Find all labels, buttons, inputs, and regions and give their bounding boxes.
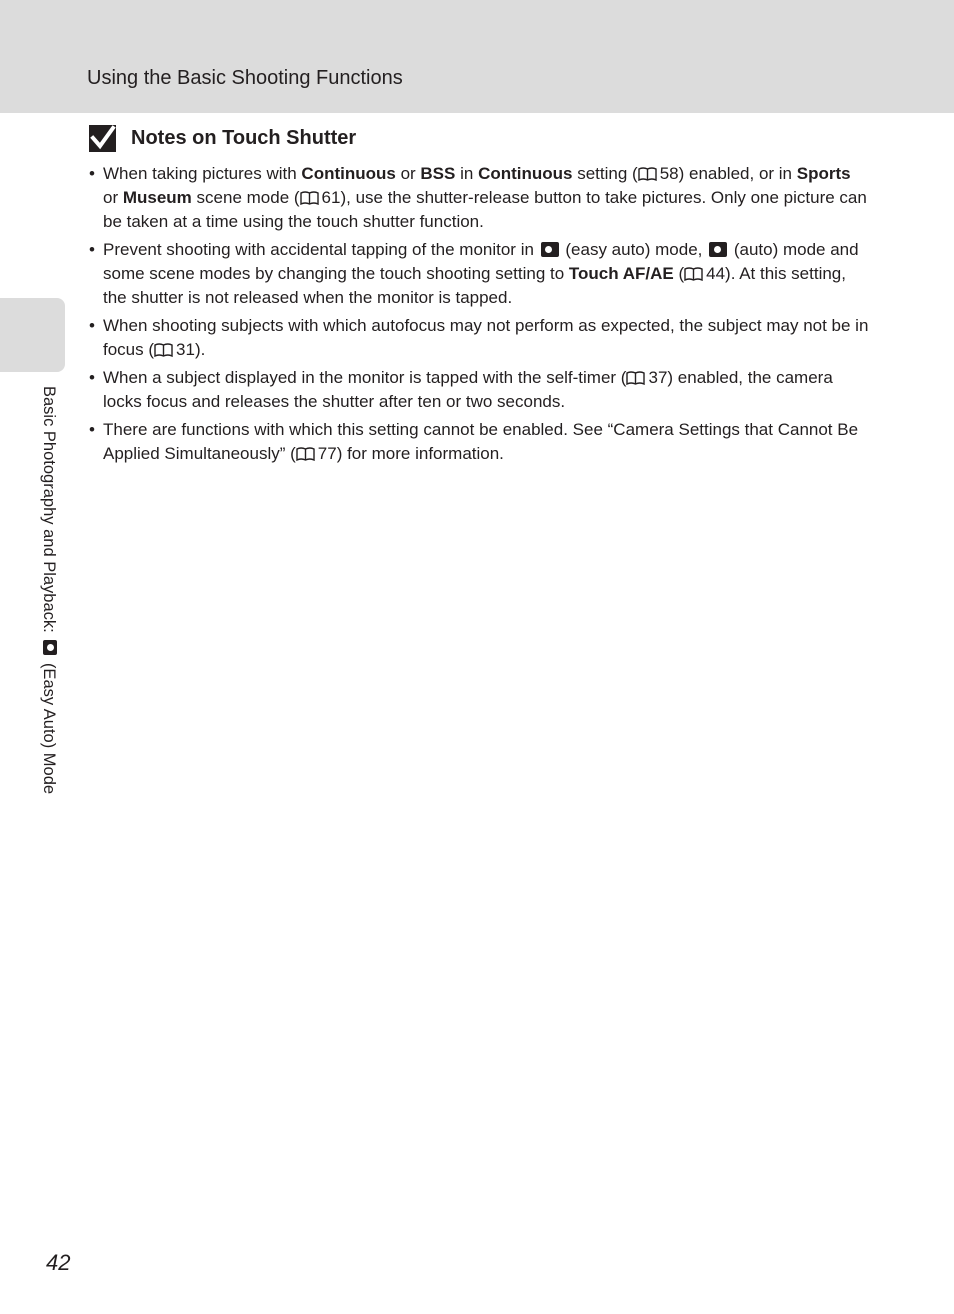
- easy-auto-mode-icon: [43, 640, 57, 655]
- text: When taking pictures with: [103, 164, 302, 183]
- page-reference[interactable]: 31: [176, 340, 195, 359]
- setting-name: Continuous: [478, 164, 573, 183]
- page-reference[interactable]: 58: [659, 164, 679, 183]
- section-header-title: Using the Basic Shooting Functions: [87, 67, 403, 89]
- page-reference[interactable]: 61: [321, 188, 341, 207]
- text: setting (: [572, 164, 638, 183]
- text: When shooting subjects with which autofocus may not perform as expected, the subject may not be in focus (: [103, 316, 869, 359]
- book-icon: [300, 191, 319, 205]
- page-reference[interactable]: 77: [317, 444, 337, 463]
- text: (easy auto) mode,: [560, 240, 708, 259]
- text: or: [103, 188, 123, 207]
- page-number: 42: [46, 1250, 71, 1275]
- setting-name: Touch AF/AE: [568, 264, 674, 283]
- page-reference[interactable]: 44: [706, 264, 726, 283]
- notes-list: [89, 162, 869, 470]
- camera-auto-mode-icon: [709, 242, 727, 257]
- text: ), use the shutter-release button to take pictures. Only one picture can be taken at a time using the touch shutter function.: [103, 188, 867, 231]
- list-item: [89, 366, 869, 414]
- scene-name: Sports: [796, 164, 851, 183]
- setting-name: Continuous: [301, 164, 396, 183]
- book-icon: [626, 371, 645, 385]
- text: ). At this setting, the shutter is not released when the monitor is tapped.: [103, 264, 846, 307]
- text: ).: [194, 340, 206, 359]
- text: in: [455, 164, 479, 183]
- text: scene mode (: [191, 188, 300, 207]
- book-icon: [154, 343, 173, 357]
- chapter-side-label: [38, 386, 60, 836]
- list-item: [89, 418, 869, 466]
- book-icon: [684, 267, 703, 281]
- scene-name: Museum: [122, 188, 192, 207]
- book-icon: [296, 447, 315, 461]
- text: (auto) mode and some scene modes by changing the touch shooting setting to: [103, 240, 859, 283]
- text: There are functions with which this setting cannot be enabled. See “Camera Settings that Cannot Be Applied Simultaneously” (: [103, 420, 859, 463]
- text: ) enabled, or in: [678, 164, 797, 183]
- note-heading: [89, 121, 356, 155]
- list-item: [89, 314, 869, 362]
- checkmark-icon: [89, 125, 116, 152]
- header-band: [0, 0, 954, 113]
- book-icon: [638, 167, 657, 181]
- list-item: [89, 162, 869, 234]
- text: Prevent shooting with accidental tapping of the monitor in: [103, 240, 539, 259]
- setting-name: BSS: [420, 164, 456, 183]
- page-reference[interactable]: 37: [648, 368, 668, 387]
- text: ) enabled, the camera locks focus and releases the shutter after ten or two seconds.: [103, 368, 833, 411]
- easy-auto-mode-icon: [541, 242, 559, 257]
- note-title: Notes on Touch Shutter: [131, 126, 357, 149]
- chapter-label-text: Basic Photography and Playback:: [40, 386, 58, 633]
- text: (: [673, 264, 685, 283]
- text: When a subject displayed in the monitor is tapped with the self-timer (: [103, 368, 627, 387]
- text: ) for more information.: [336, 444, 504, 463]
- text: or: [395, 164, 421, 183]
- list-item: [89, 238, 869, 310]
- chapter-tab: [0, 298, 65, 372]
- chapter-label-mode: (Easy Auto) Mode: [40, 662, 58, 795]
